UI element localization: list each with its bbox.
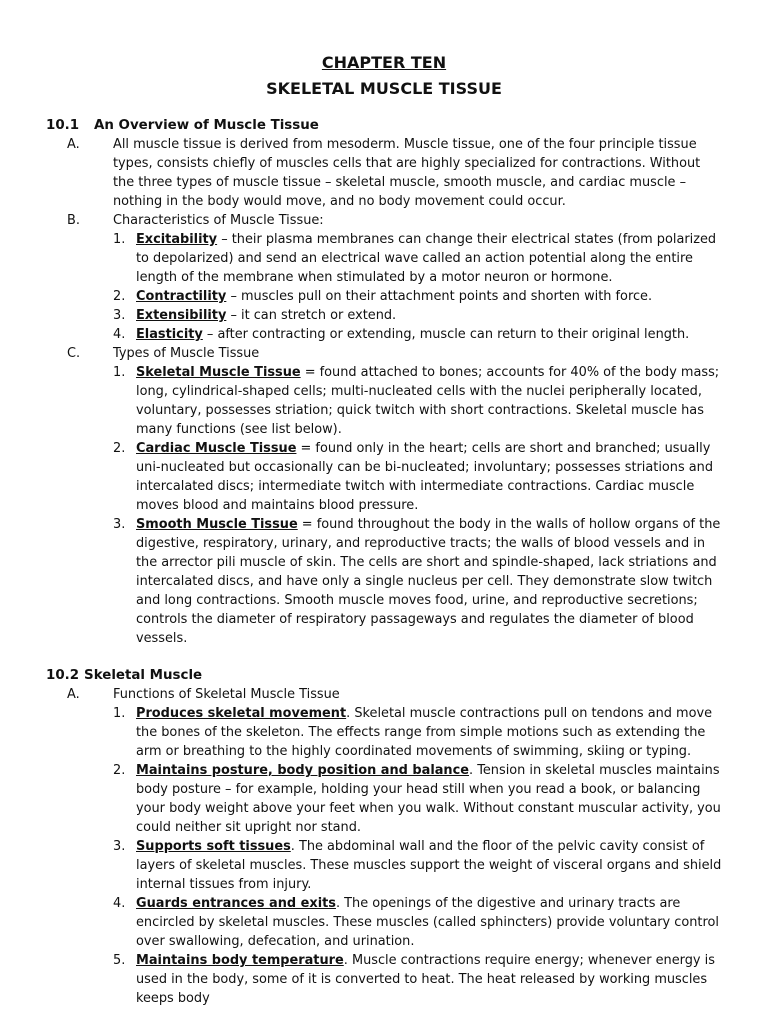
list-item bbox=[46, 837, 722, 894]
section-title: Skeletal Muscle bbox=[84, 668, 203, 683]
paragraph-text: Types of Muscle Tissue bbox=[113, 346, 260, 361]
list-number: 5. bbox=[113, 953, 126, 968]
list-text: . The abdominal wall and the floor of the pelvic cavity consist of layers of skeletal muscles. These muscles support the weight of visceral organs and shield internal tissues from injury. bbox=[136, 839, 722, 892]
paragraph-text: Characteristics of Muscle Tissue: bbox=[113, 213, 324, 228]
list-text: . Muscle contractions require energy; whenever energy is used in the body, some of it is converted to heat. The heat released by working muscles keeps body bbox=[136, 953, 715, 1006]
section-title: An Overview of Muscle Tissue bbox=[94, 118, 319, 133]
list-item bbox=[46, 761, 722, 837]
list-item bbox=[46, 515, 722, 648]
outline-label: A. bbox=[67, 687, 80, 702]
term-skeletal-muscle-tissue: Skeletal Muscle Tissue bbox=[136, 365, 301, 380]
outline-item-c bbox=[46, 344, 722, 363]
list-item bbox=[46, 894, 722, 951]
term-smooth-muscle-tissue: Smooth Muscle Tissue bbox=[136, 517, 298, 532]
paragraph-text: Functions of Skeletal Muscle Tissue bbox=[113, 687, 340, 702]
list-text: – after contracting or extending, muscle can return to their original length. bbox=[202, 327, 690, 342]
section-number: 10.1 bbox=[46, 118, 80, 133]
paragraph-text: All muscle tissue is derived from mesoderm. Muscle tissue, one of the four principle tissue types, consists chiefly of muscles cells that are highly specialized for contractions. Without the three types of muscle tissue – skeletal muscle, smooth muscle, and cardiac muscle – nothing in the body would move, and no body movement could occur. bbox=[113, 137, 701, 209]
list-number: 1. bbox=[113, 232, 126, 247]
list-text: = found throughout the body in the walls of hollow organs of the digestive, respiratory, urinary, and reproductive tracts; the walls of blood vessels and in the arrector pili muscle of skin. The cells are short and spindle-shaped, lack striations and intercalated discs, and have only a single nucleus per cell. They demonstrate slow twitch and long contractions. Smooth muscle moves food, urine, and reproductive secretions; controls the diameter of respiratory passageways and regulates the diameter of blood vessels. bbox=[136, 517, 721, 646]
list-number: 4. bbox=[113, 896, 126, 911]
chapter-title: SKELETAL MUSCLE TISSUE bbox=[266, 79, 502, 98]
list-number: 1. bbox=[113, 706, 126, 721]
list-number: 3. bbox=[113, 839, 126, 854]
list-text: = found attached to bones; accounts for 40% of the body mass; long, cylindrical-shaped cells; multi-nucleated cells with the nuclei peripherally located, voluntary, possesses striation; quick twitch with short contractions. Skeletal muscle has many functions (see list below). bbox=[136, 365, 720, 437]
term-supports-soft-tissues: Supports soft tissues bbox=[136, 839, 291, 854]
term-maintains-body-temperature: Maintains body temperature bbox=[136, 953, 344, 968]
section-heading-10-2 bbox=[46, 666, 722, 685]
term-maintains-posture: Maintains posture, body position and balance bbox=[136, 763, 469, 778]
list-item bbox=[46, 230, 722, 287]
chapter-header bbox=[46, 50, 722, 102]
outline-item-b bbox=[46, 211, 722, 230]
list-number: 3. bbox=[113, 517, 126, 532]
list-item bbox=[46, 306, 722, 325]
list-text: – it can stretch or extend. bbox=[226, 308, 397, 323]
list-text: . The openings of the digestive and urinary tracts are encircled by skeletal muscles. These muscles (called sphincters) provide voluntary control over swallowing, defecation, and urination. bbox=[136, 896, 719, 949]
list-text: = found only in the heart; cells are short and branched; usually uni-nucleated but occasionally can be bi-nucleated; involuntary; possesses striations and intercalated discs; intermediate twitch with intermediate contractions. Cardiac muscle moves blood and maintains blood pressure. bbox=[136, 441, 714, 513]
list-item bbox=[46, 704, 722, 761]
list-text: – muscles pull on their attachment points and shorten with force. bbox=[226, 289, 653, 304]
list-number: 3. bbox=[113, 308, 126, 323]
chapter-number: CHAPTER TEN bbox=[321, 53, 447, 72]
section-heading-10-1 bbox=[46, 116, 722, 135]
section-number: 10.2 bbox=[46, 668, 80, 683]
outline-label: A. bbox=[67, 137, 80, 152]
list-number: 2. bbox=[113, 763, 126, 778]
term-excitability: Excitability bbox=[136, 232, 218, 247]
term-contractility: Contractility bbox=[136, 289, 227, 304]
term-cardiac-muscle-tissue: Cardiac Muscle Tissue bbox=[136, 441, 297, 456]
term-produces-skeletal-movement: Produces skeletal movement bbox=[136, 706, 347, 721]
list-text: . Skeletal muscle contractions pull on tendons and move the bones of the skeleton. The effects range from simple motions such as extending the arm or breathing to the highly coordinated movements of swimming, skiing or typing. bbox=[136, 706, 713, 759]
list-item bbox=[46, 439, 722, 515]
list-item bbox=[46, 951, 722, 1008]
list-item bbox=[46, 287, 722, 306]
list-number: 2. bbox=[113, 441, 126, 456]
outline-label: C. bbox=[67, 346, 81, 361]
list-item bbox=[46, 363, 722, 439]
term-elasticity: Elasticity bbox=[136, 327, 203, 342]
list-number: 4. bbox=[113, 327, 126, 342]
list-text: . Tension in skeletal muscles maintains body posture – for example, holding your head still when you read a book, or balancing your body weight above your feet when you walk. Without constant muscular activity, you could neither sit upright nor stand. bbox=[136, 763, 721, 835]
outline-label: B. bbox=[67, 213, 80, 228]
list-text: – their plasma membranes can change their electrical states (from polarized to depolarized) and send an electrical wave called an action potential along the entire length of the membrane when stimulated by a motor neuron or hormone. bbox=[136, 232, 717, 285]
term-extensibility: Extensibility bbox=[136, 308, 227, 323]
list-item bbox=[46, 325, 722, 344]
list-number: 2. bbox=[113, 289, 126, 304]
outline-item-a bbox=[46, 135, 722, 211]
list-number: 1. bbox=[113, 365, 126, 380]
term-guards-entrances: Guards entrances and exits bbox=[136, 896, 336, 911]
outline-item-a bbox=[46, 685, 722, 704]
